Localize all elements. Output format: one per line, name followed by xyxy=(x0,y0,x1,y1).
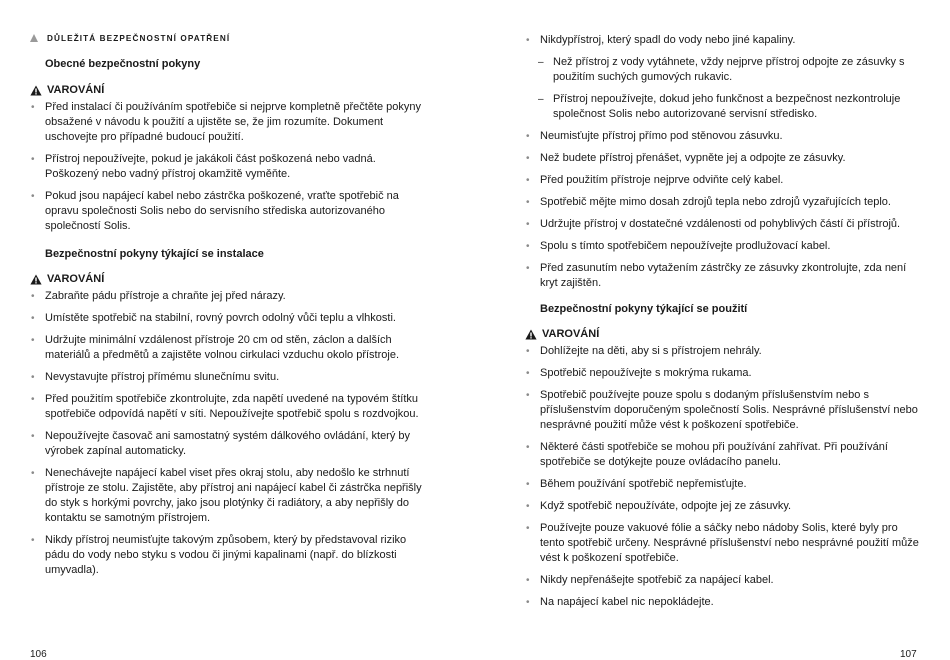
list-item: • Nenechávejte napájecí kabel viset přes okraj stolu, aby nedošlo ke strhnutí přístroje ze stolu. Zajistěte, aby přístroj ani napájecí kabel či zástrčka nepřišly do styk s horkými povrchy, jako jsou plotýnky či radiátory, a aby nepřišly do kontaktu se samotným přístrojem. xyxy=(30,466,428,526)
list-item: • Neumisťujte přístroj přímo pod stěnovou zásuvku. xyxy=(525,129,920,144)
list-item: • Během používání spotřebič nepřemisťujte. xyxy=(525,477,920,492)
list-item: • Pokud jsou napájecí kabel nebo zástrčka poškozené, vraťte spotřebič na opravu společnosti Solis nebo do servisního střediska autorizovaného společností Solis. xyxy=(30,189,428,234)
list-item: • Před použitím přístroje nejprve odviňte celý kabel. xyxy=(525,173,920,188)
list-item: • Udržujte přístroj v dostatečné vzdálenosti od pohyblivých částí či přístrojů. xyxy=(525,217,920,232)
list-item: • Dohlížejte na děti, aby si s přístrojem nehrály. xyxy=(525,344,920,359)
left-column xyxy=(30,30,428,585)
warning-label: VAROVÁNÍ xyxy=(542,328,600,340)
warning-heading-general xyxy=(30,83,428,98)
installation-safety-list xyxy=(30,289,428,578)
list-item: • Na napájecí kabel nic nepokládejte. xyxy=(525,595,920,610)
list-item: • Před zasunutím nebo vytažením zástrčky ze zásuvky zkontrolujte, zda není kryt zajištěn. xyxy=(525,261,920,291)
list-item: • Než budete přístroj přenášet, vypněte jej a odpojte ze zásuvky. xyxy=(525,151,920,166)
list-subitem: – Přístroj nepoužívejte, dokud jeho funkčnost a bezpečnost nezkontroluje společnost Solis nebo autorizované servisní středisko. xyxy=(525,92,920,122)
list-item: • Používejte pouze vakuové fólie a sáčky nebo nádoby Solis, které byly pro tento spotřebič určeny. Nesprávné příslušenství nebo nesprávné použití může vést k poškození spotřebiče. xyxy=(525,521,920,566)
chapter-header xyxy=(30,32,428,44)
list-item: • Spolu s tímto spotřebičem nepoužívejte prodlužovací kabel. xyxy=(525,239,920,254)
warning-label: VAROVÁNÍ xyxy=(47,273,105,285)
list-item: • Umístěte spotřebič na stabilní, rovný povrch odolný vůči teplu a vlhkosti. xyxy=(30,311,428,326)
list-item: • Před použitím spotřebiče zkontrolujte, zda napětí uvedené na typovém štítku spotřebiče odpovídá napětí v síti. Nepoužívejte spotřebič spolu s rozdvojkou. xyxy=(30,392,428,422)
warning-heading-usage xyxy=(525,327,920,342)
list-item: • Udržujte minimální vzdálenost přístroje 20 cm od stěn, záclon a dalších materiálů a předmětů a zajistěte volnou cirkulaci vzduchu okolo přístroje. xyxy=(30,333,428,363)
list-item: • Když spotřebič nepoužíváte, odpojte jej ze zásuvky. xyxy=(525,499,920,514)
usage-safety-list xyxy=(525,344,920,610)
list-item: • Zabraňte pádu přístroje a chraňte jej před nárazy. xyxy=(30,289,428,304)
list-item: • Nikdy přístroj neumisťujte takovým způsobem, který by představoval riziko pádu do vody nebo styku s vodou či jinými kapalinami (např. do blízkosti umyvadla). xyxy=(30,533,428,578)
chapter-header-text: DŮLEŽITÁ BEZPEČNOSTNÍ OPATŘENÍ xyxy=(47,33,231,43)
list-subitem: – Než přístroj z vody vytáhnete, vždy nejprve přístroj odpojte ze zásuvky s použitím suchých gumových rukavic. xyxy=(525,55,920,85)
list-item: • Spotřebič používejte pouze spolu s dodaným příslušenstvím nebo s příslušenstvím doporučeným společností Solis. Nesprávné příslušenství nebo nesprávné použití může vést k poškození spotřebiče. xyxy=(525,388,920,433)
list-item: • Před instalací či používáním spotřebiče si nejprve kompletně přečtěte pokyny obsažené v návodu k použití a ujistěte se, že jim rozumíte. Dokument uschovejte pro případné budoucí použití. xyxy=(30,100,428,145)
list-item: • Některé části spotřebiče se mohou při používání zahřívat. Při používání spotřebiče se dotýkejte pouze ovládacího panelu. xyxy=(525,440,920,470)
list-item: • Nikdypřístroj, který spadl do vody nebo jiné kapaliny. xyxy=(525,33,920,48)
warning-label: VAROVÁNÍ xyxy=(47,84,105,96)
page-number-left: 106 xyxy=(30,649,47,660)
page-number-right: 107 xyxy=(900,649,917,660)
list-item: • Nevystavujte přístroj přímému slunečnímu svitu. xyxy=(30,370,428,385)
warning-icon xyxy=(30,274,42,285)
section-title-usage: Bezpečnostní pokyny týkající se použití xyxy=(540,303,748,315)
warning-heading-installation xyxy=(30,272,428,287)
triangle-marker-icon xyxy=(30,34,38,42)
right-column xyxy=(525,33,920,617)
warning-icon xyxy=(30,85,42,96)
section-title-general: Obecné bezpečnostní pokyny xyxy=(45,58,201,70)
section-title-installation: Bezpečnostní pokyny týkající se instalace xyxy=(45,248,264,260)
list-item: • Nikdy nepřenášejte spotřebič za napájecí kabel. xyxy=(525,573,920,588)
list-item: • Nepoužívejte časovač ani samostatný systém dálkového ovládání, který by výrobek zapínal automaticky. xyxy=(30,429,428,459)
warning-icon xyxy=(525,329,537,340)
list-item: • Přístroj nepoužívejte, pokud je jakákoli část poškozená nebo vadná. Poškozený nebo vadný přístroj okamžitě vyměňte. xyxy=(30,152,428,182)
list-item: • Spotřebič mějte mimo dosah zdrojů tepla nebo zdrojů vyzařujících teplo. xyxy=(525,195,920,210)
handling-safety-list xyxy=(525,33,920,291)
list-item: • Spotřebič nepoužívejte s mokrýma rukama. xyxy=(525,366,920,381)
general-safety-list xyxy=(30,100,428,234)
